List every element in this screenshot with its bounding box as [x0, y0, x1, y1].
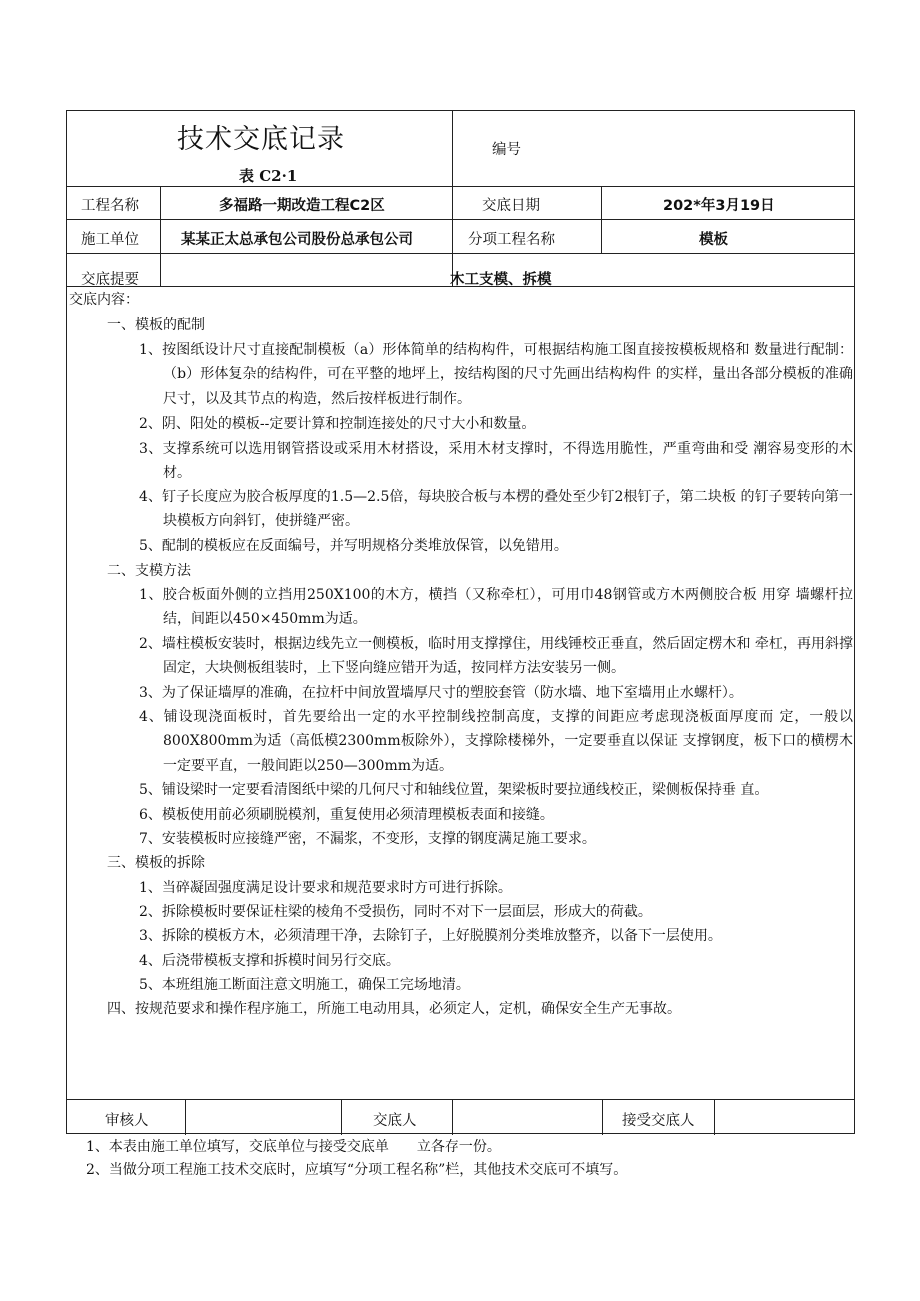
col-divider — [601, 186, 602, 253]
list-item: 2、墙柱模板安装时，根据边线先立一侧模板，临时用支撑撑住，用线锤校正垂直，然后固定楞木和 牵杠，再用斜撑固定，大块侧板组装时，上下竖向缝应错开为适，按同样方法安装另一侧。 — [139, 636, 853, 677]
list-item: 5、铺设梁时一定要看清图纸中梁的几何尺寸和轴线位置，架梁板时要拉通线校正，梁侧板保持垂 直。 — [139, 782, 769, 798]
contractor-label: 施工单位 — [81, 232, 139, 248]
col-divider — [452, 111, 453, 286]
list-item: 1、按图纸设计尺寸直接配制模板（a）形体简单的结构构件，可根据结构施工图直接按模板规格和 数量进行配制：（b）形体复杂的结构件，可在平整的地坪上，按结构图的尺寸先画出结构构件 的实样，量出各部分模板的准确尺寸，以及其节点的构造，然后按样板进行制作。 — [139, 342, 853, 407]
list-item: 4、铺设现浇面板时，首先要给出一定的水平控制线控制高度，支撑的间距应考虑现浇板面厚度而 定，一般以800X800mm为适（高低模2300mm板除外），支撑除楼梯外，一定要垂直以保证 支撑钢度，板下口的横楞木一定要平直，一般间距以250—300mm为适。 — [139, 709, 853, 774]
list-item: 3、拆除的模板方木，必须清理干净，去除钉子，上好脱膜剂分类堆放整齐，以备下一层使用。 — [139, 928, 722, 944]
section-heading: 一、模板的配制 — [107, 317, 205, 333]
section-heading: 二、支模方法 — [107, 563, 191, 579]
section-heading: 四、按规范要求和操作程序施工，所施工电动用具，必须定人，定机，确保安全生产无事故。 — [107, 1001, 681, 1017]
footnote: 2、当做分项工程施工技术交底时，应填写“分项工程名称”栏，其他技术交底可不填写。 — [86, 1162, 628, 1178]
contractor-value[interactable]: 某某正太总承包公司股份总承包公司 — [181, 232, 413, 248]
col-divider — [160, 186, 161, 286]
row-divider — [67, 186, 854, 187]
section-heading: 三、模板的拆除 — [107, 855, 205, 871]
list-item: 4、钉子长度应为胶合板厚度的1.5—2.5倍，每块胶合板与本楞的叠处至少钉2根钉子，第二块板 的钉子要转向第一块模板方向斜钉，使拼缝严密。 — [139, 489, 853, 530]
list-item: 2、阴、阳处的模板--定要计算和控制连接处的尺寸大小和数量。 — [139, 416, 536, 432]
row-divider — [67, 253, 854, 254]
number-label: 编号 — [492, 142, 521, 158]
list-item: 1、当碎凝固强度满足设计要求和规范要求时方可进行拆除。 — [139, 880, 512, 896]
sub-project-label: 分项工程名称 — [468, 232, 555, 248]
date-value[interactable]: 202*年3月19日 — [663, 198, 775, 214]
list-item: 5、本班组施工断面注意文明施工，确保工完场地清。 — [139, 977, 470, 993]
date-label: 交底日期 — [482, 198, 540, 214]
discloser-label: 交底人 — [373, 1113, 417, 1129]
sub-project-value[interactable]: 模板 — [699, 232, 728, 248]
footnote: 1、本表由施工单位填写，交底单位与接受交底单 立各存一份。 — [86, 1139, 501, 1155]
list-item: 1、胶合板面外侧的立挡用250X100的木方，横挡（又称牵杠），可用巾48钢管或方木两侧胶合板 用穿 墙螺杆拉结，间距以450×450mm为适。 — [139, 587, 853, 628]
list-item: 7、安装模板时应接缝严密，不漏浆，不变形，支撑的钢度满足施工要求。 — [139, 831, 596, 847]
list-item: 3、支撑系统可以选用钢管搭设或采用木材搭设，采用木材支撑时，不得选用脆性，严重弯曲和受 潮容易变形的木材。 — [139, 441, 853, 482]
form-code: 表 C2·1 — [239, 167, 298, 185]
list-item: 4、后浇带模板支撑和拆模时间另行交底。 — [139, 953, 400, 969]
summary-label: 交底提要 — [81, 272, 139, 288]
row-divider — [67, 219, 854, 220]
page-title: 技术交底记录 — [177, 124, 345, 155]
summary-value[interactable]: 木工支模、拆模 — [450, 272, 552, 288]
list-item: 3、为了保证墙厚的准确，在拉杆中间放置墙厚尺寸的塑胶套管（防水墙、地下室墙用止水螺杆）。 — [139, 685, 743, 701]
list-item: 2、拆除模板时要保证柱梁的棱角不受损伤，同时不对下一层面层，形成大的荷截。 — [139, 904, 652, 920]
content-label: 交底内容： — [69, 292, 139, 308]
list-item: 6、模板使用前必须刷脱模剂，重复使用必须清理模板表面和接缝。 — [139, 807, 554, 823]
reviewer-label: 审核人 — [105, 1113, 149, 1129]
record-form — [66, 110, 855, 1134]
project-name-label: 工程名称 — [81, 198, 139, 214]
disclosure-content — [67, 287, 856, 1117]
list-item: 5、配制的模板应在反面编号，并写明规格分类堆放保管，以免错用。 — [139, 538, 568, 554]
footnotes — [86, 1136, 627, 1182]
receiver-label: 接受交底人 — [622, 1113, 695, 1129]
project-name-value[interactable]: 多福路一期改造工程C2区 — [219, 198, 385, 214]
